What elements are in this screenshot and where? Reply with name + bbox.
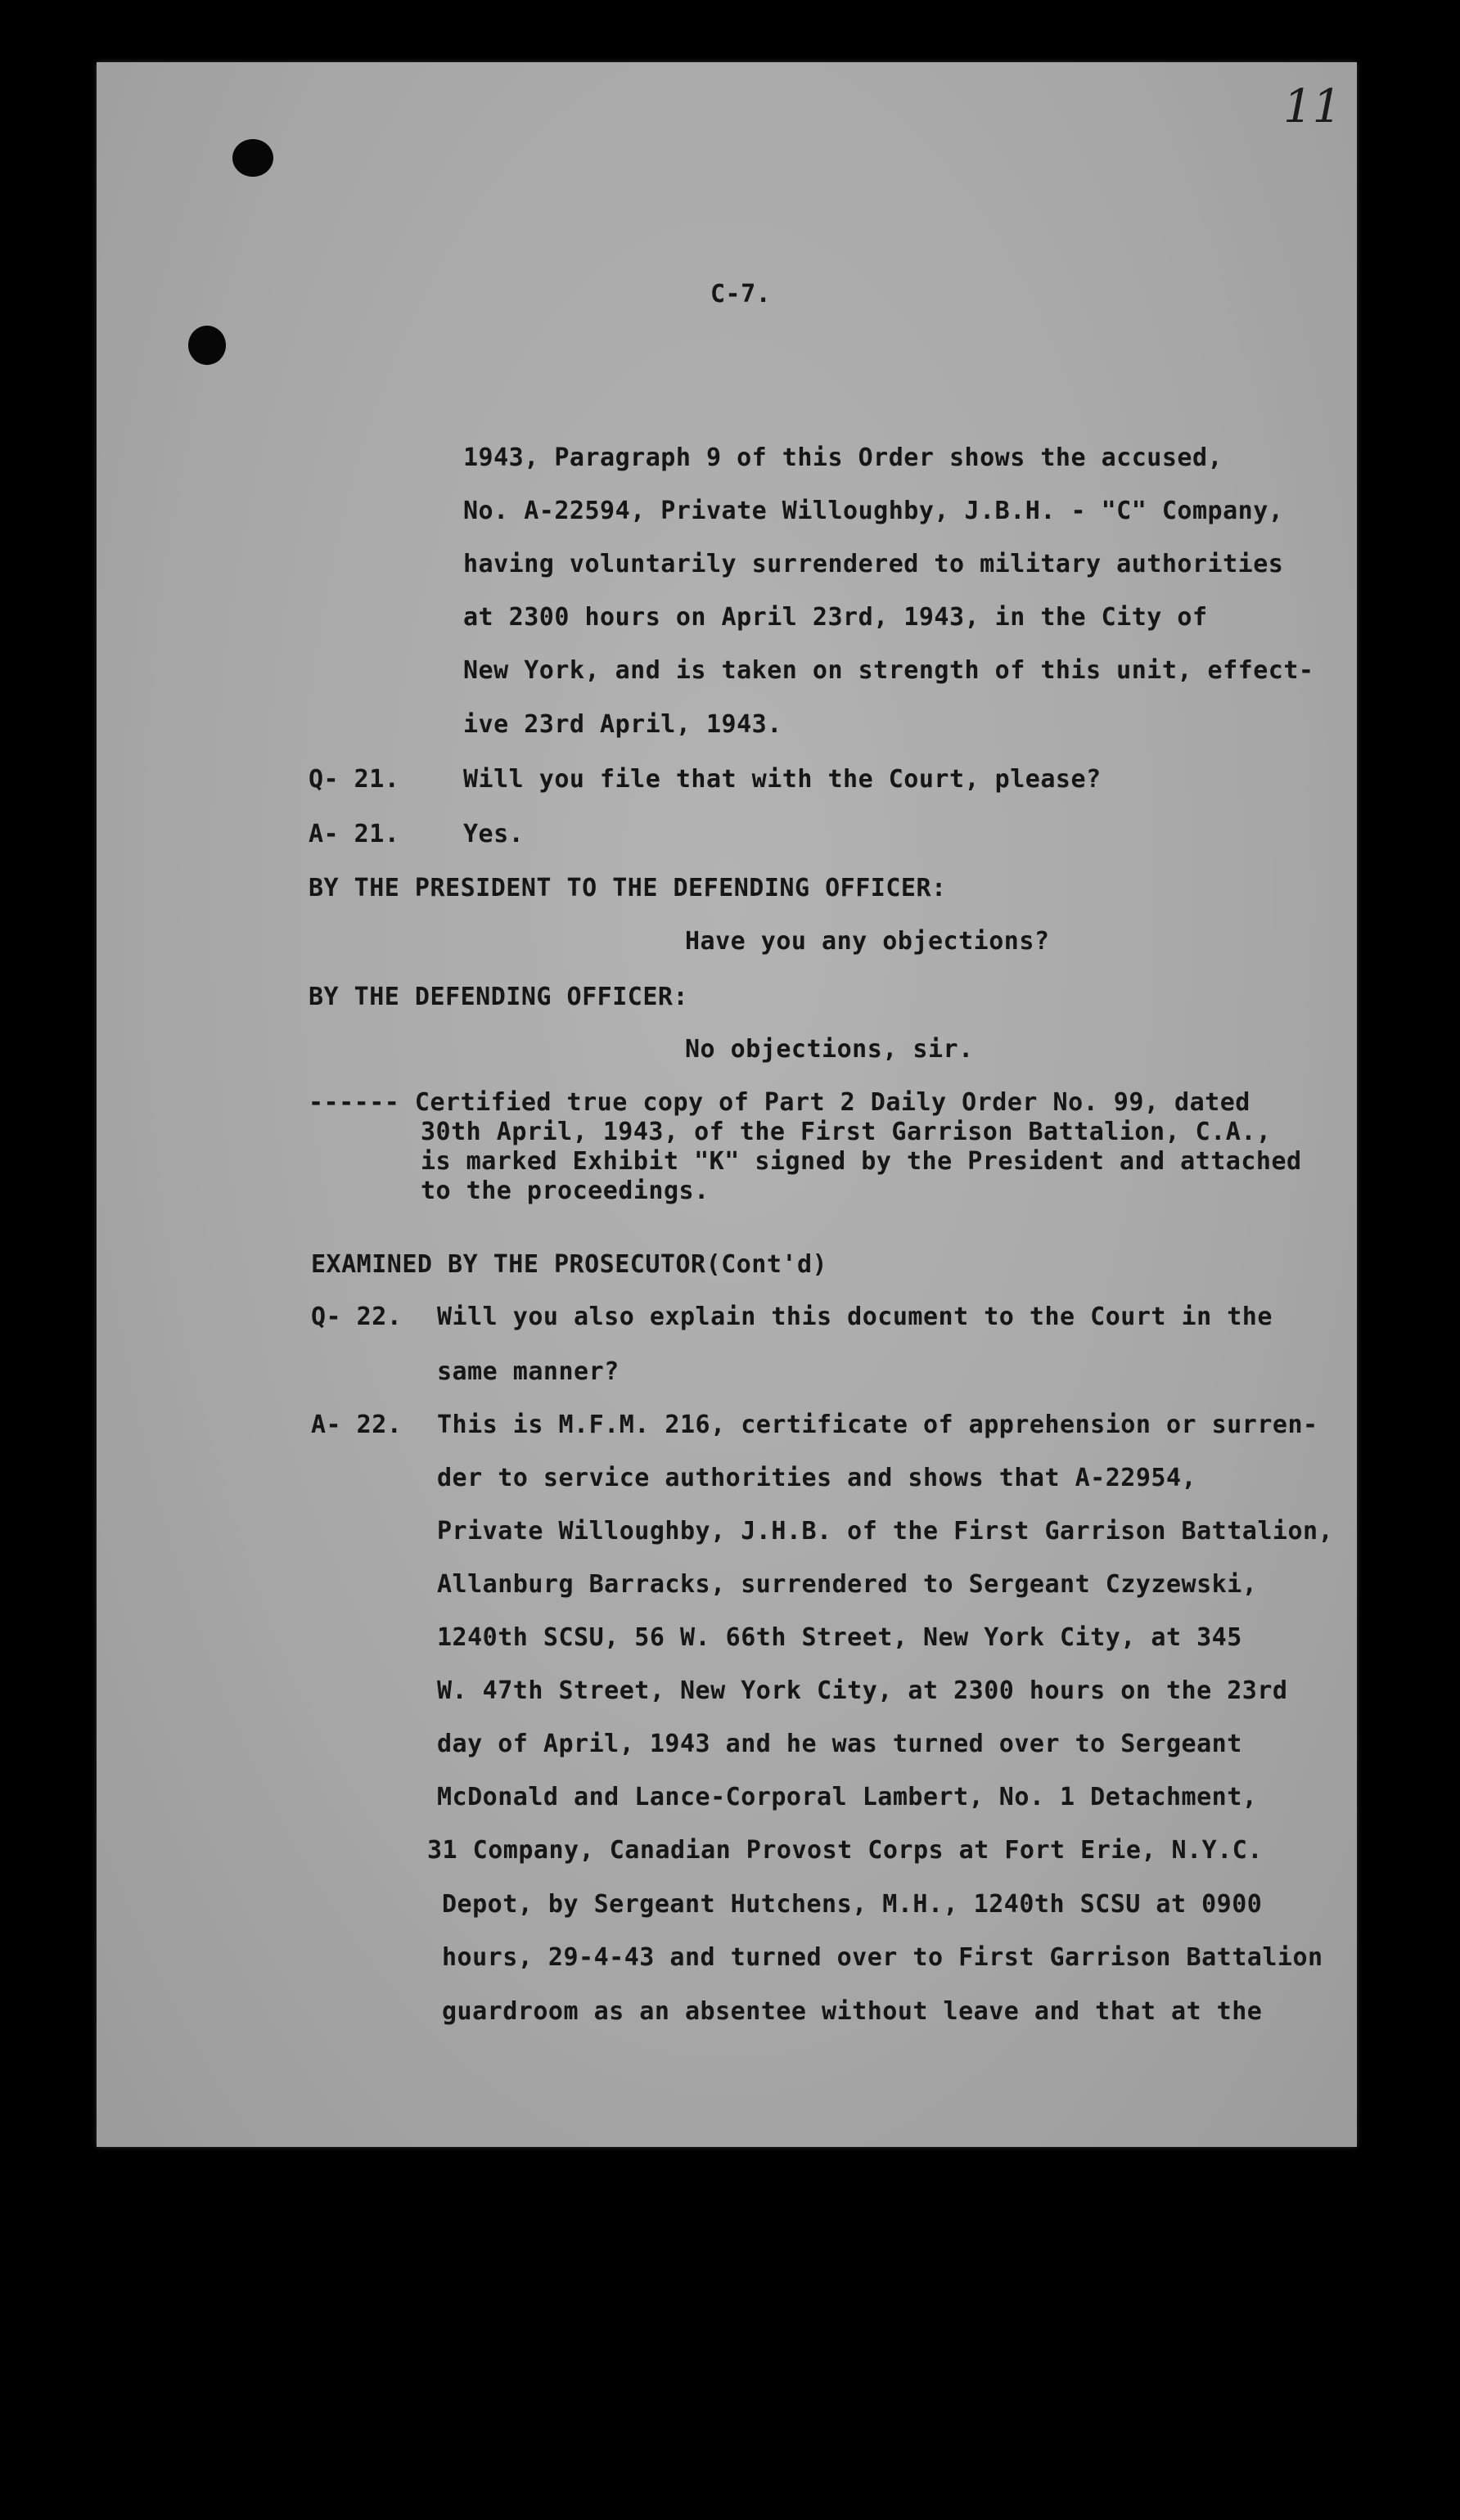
text-line: W. 47th Street, New York City, at 2300 hours on the 23rd (437, 1676, 1288, 1705)
text-line: EXAMINED BY THE PROSECUTOR(Cont'd) (311, 1250, 828, 1279)
text-line: der to service authorities and shows that A-22954, (437, 1464, 1197, 1492)
text-line: A- 21. (309, 820, 400, 848)
text-line: ive 23rd April, 1943. (463, 710, 782, 739)
text-line: No. A-22594, Private Willoughby, J.B.H. - "C" Company, (463, 497, 1284, 525)
text-line: hours, 29-4-43 and turned over to First Garrison Battalion (442, 1943, 1323, 1972)
text-line: McDonald and Lance-Corporal Lambert, No. 1 Detachment, (437, 1783, 1258, 1811)
text-line: This is M.F.M. 216, certificate of apprehension or surren- (437, 1411, 1318, 1439)
text-line: day of April, 1943 and he was turned over to Sergeant (437, 1730, 1242, 1758)
text-line: No objections, sir. (685, 1035, 974, 1064)
text-line: Will you also explain this document to the Court in the (437, 1303, 1273, 1331)
text-line: Depot, by Sergeant Hutchens, M.H., 1240th SCSU at 0900 (442, 1890, 1263, 1919)
text-line: is marked Exhibit "K" signed by the President and attached (421, 1147, 1302, 1176)
text-line: ------ Certified true copy of Part 2 Daily Order No. 99, dated (309, 1088, 1250, 1117)
text-line: BY THE PRESIDENT TO THE DEFENDING OFFICER: (309, 874, 947, 902)
text-line: New York, and is taken on strength of this unit, effect- (463, 656, 1314, 685)
page-number-handwritten: 11 (1283, 80, 1342, 133)
text-line: 1240th SCSU, 56 W. 66th Street, New York City, at 345 (437, 1623, 1242, 1652)
text-line: Q- 22. (311, 1303, 403, 1331)
text-line: same manner? (437, 1357, 620, 1386)
text-line: 1943, Paragraph 9 of this Order shows the accused, (463, 443, 1223, 472)
text-line: guardroom as an absentee without leave and that at the (442, 1997, 1263, 2026)
text-line: Have you any objections? (685, 927, 1050, 956)
text-line: Yes. (463, 820, 525, 848)
text-line: at 2300 hours on April 23rd, 1943, in the City of (463, 603, 1208, 632)
text-line: Allanburg Barracks, surrendered to Sergeant Czyzewski, (437, 1570, 1258, 1599)
text-line: A- 22. (311, 1411, 403, 1439)
text-line: Q- 21. (309, 765, 400, 794)
page-label: C-7. (710, 280, 772, 308)
text-line: 31 Company, Canadian Provost Corps at Fort Erie, N.Y.C. (427, 1836, 1263, 1865)
text-line: to the proceedings. (421, 1177, 710, 1205)
text-line: 30th April, 1943, of the First Garrison Battalion, C.A., (421, 1118, 1272, 1146)
punch-hole-top (232, 139, 273, 177)
text-line: BY THE DEFENDING OFFICER: (309, 983, 689, 1011)
punch-hole-bottom (188, 326, 226, 365)
text-line: Will you file that with the Court, please? (463, 765, 1102, 794)
text-line: Private Willoughby, J.H.B. of the First Garrison Battalion, (437, 1517, 1334, 1546)
text-line: having voluntarily surrendered to military authorities (463, 550, 1284, 578)
